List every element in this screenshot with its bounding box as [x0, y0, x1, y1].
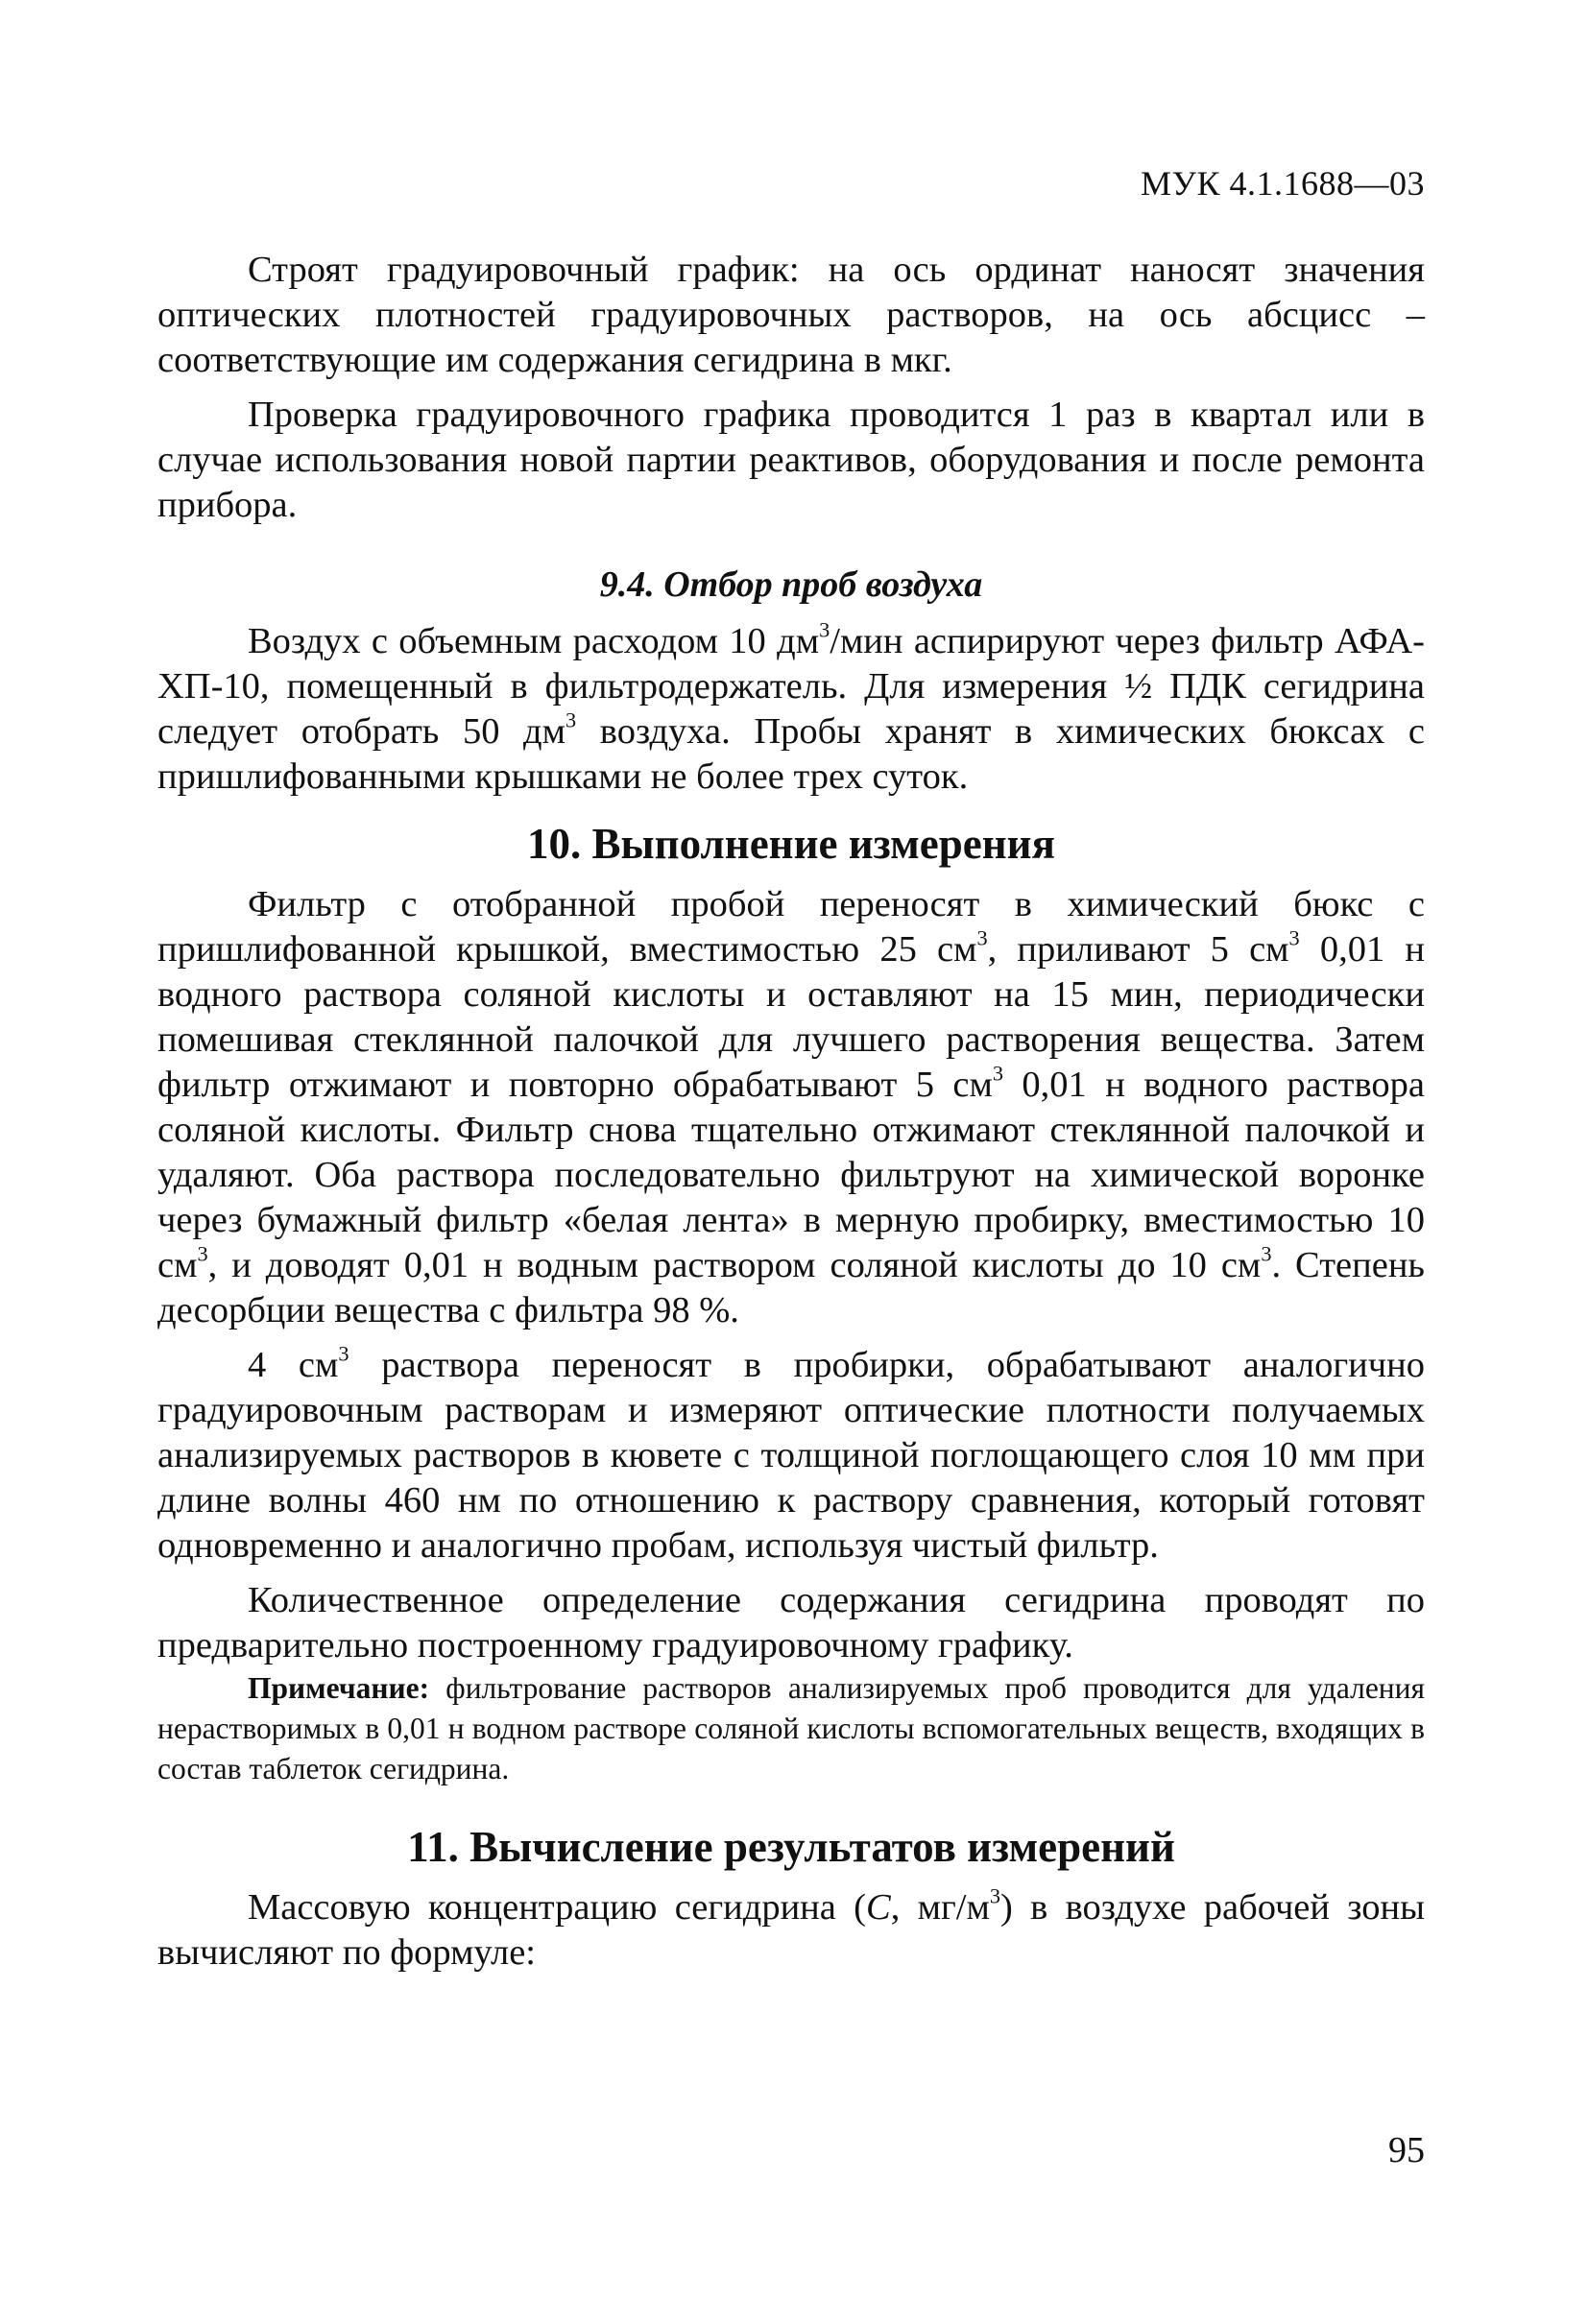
page-content	[157, 248, 1425, 1976]
section-heading-11: 11. Вычисление результатов измерений	[407, 1823, 1175, 1871]
text-run: 0,01 н водного раствора соляной кислоты. Фильтр снова тщательно отжимают стеклянной палочкой и удаляют. Оба раствора последовательно фильтруют на химической воронке через бумажный фильтр «белая лента» в мерную пробирку, вместимостью 10 см	[157, 1065, 1425, 1285]
note-label: Примечание:	[248, 1671, 430, 1705]
note-text: фильтрование растворов анализируемых проб проводится для удаления нерастворимых в 0,01 н водном растворе соляной кислоты вспомогательных веществ, входящих в состав таблеток сегидрина.	[157, 1671, 1425, 1785]
text-run: ) в воздухе рабочей зоны вычисляют по формуле:	[157, 1887, 1425, 1973]
text-run: воздуха. Пробы хранят в химических бюксах с пришлифованными крышками не более трех суток.	[157, 711, 1426, 797]
paragraph-mass-concentration	[157, 1885, 1425, 1976]
text-run: /мин аспирируют через фильтр АФА-ХП-10, помещенный в фильтродержатель. Для измерения ½ ПДК сегидрина следует отобрать 50 дм	[157, 621, 1425, 752]
section-heading-9-4	[157, 563, 1425, 608]
superscript: 3	[819, 617, 830, 642]
section-number: 9.4.	[599, 564, 655, 605]
superscript: 3	[1261, 1241, 1272, 1266]
page-number: 95	[1388, 2130, 1425, 2170]
text-run: , мг/м	[890, 1887, 990, 1928]
paragraph-optical-density	[157, 1343, 1425, 1569]
superscript: 3	[992, 1061, 1004, 1086]
text-run: . Степень десорбции вещества с фильтра 98 %.	[157, 1245, 1425, 1330]
section-heading-10: 10. Выполнение измерения	[527, 820, 1055, 868]
paragraph-calibration-graph: Строят градуировочный график: на ось ординат наносят значения оптических плотностей градуировочных растворов, на ось абсцисс – соответствующие им содержания сегидрина в мкг.	[157, 250, 1425, 380]
section-title: Отбор проб воздуха	[663, 564, 983, 605]
text-run: 4 см	[248, 1345, 339, 1385]
superscript: 3	[976, 925, 988, 950]
superscript: 3	[338, 1341, 349, 1366]
text-run: , приливают 5 см	[987, 929, 1289, 970]
text-run: раствора переносят в пробирки, обрабатывают аналогично градуировочным растворам и измеряют оптические плотности получаемых анализируемых растворов в кювете с толщиной поглощающего слоя 10 мм при длине волны 460 нм по отношению к раствору сравнения, который готовят одновременно и аналогично пробам, используя чистый фильтр.	[157, 1345, 1425, 1566]
paragraph-quantitative-determination: Количественное определение содержания сегидрина проводят по предварительно построенному градуировочному графику.	[157, 1580, 1425, 1665]
superscript: 3	[1288, 925, 1300, 950]
paragraph-graph-check: Проверка градуировочного графика проводится 1 раз в квартал или в случае использования новой партии реактивов, оборудования и после ремонта прибора.	[157, 395, 1425, 525]
note-paragraph	[157, 1668, 1425, 1789]
variable-c: С	[866, 1887, 891, 1928]
superscript: 3	[197, 1241, 208, 1266]
superscript: 3	[989, 1883, 1000, 1908]
document-code: МУК 4.1.1688—03	[1140, 164, 1425, 203]
paragraph-measurement-procedure	[157, 882, 1425, 1333]
superscript: 3	[565, 707, 577, 732]
text-run: Массовую концентрацию сегидрина (	[248, 1887, 866, 1928]
text-run: 0,01 н водного раствора соляной кислоты и оставляют на 15 мин, периодически помешивая стеклянной палочкой для лучшего растворения вещества. Затем фильтр отжимают и повторно обрабатывают 5 см	[157, 929, 1425, 1105]
paragraph-air-sampling	[157, 619, 1425, 800]
text-run: Воздух с объемным расходом 10 дм	[248, 621, 820, 661]
text-run: , и доводят 0,01 н водным раствором соляной кислоты до 10 см	[207, 1245, 1262, 1285]
text-run: Фильтр с отобранной пробой переносят в химический бюкс с пришлифованной крышкой, вместимостью 25 см	[157, 884, 1425, 970]
